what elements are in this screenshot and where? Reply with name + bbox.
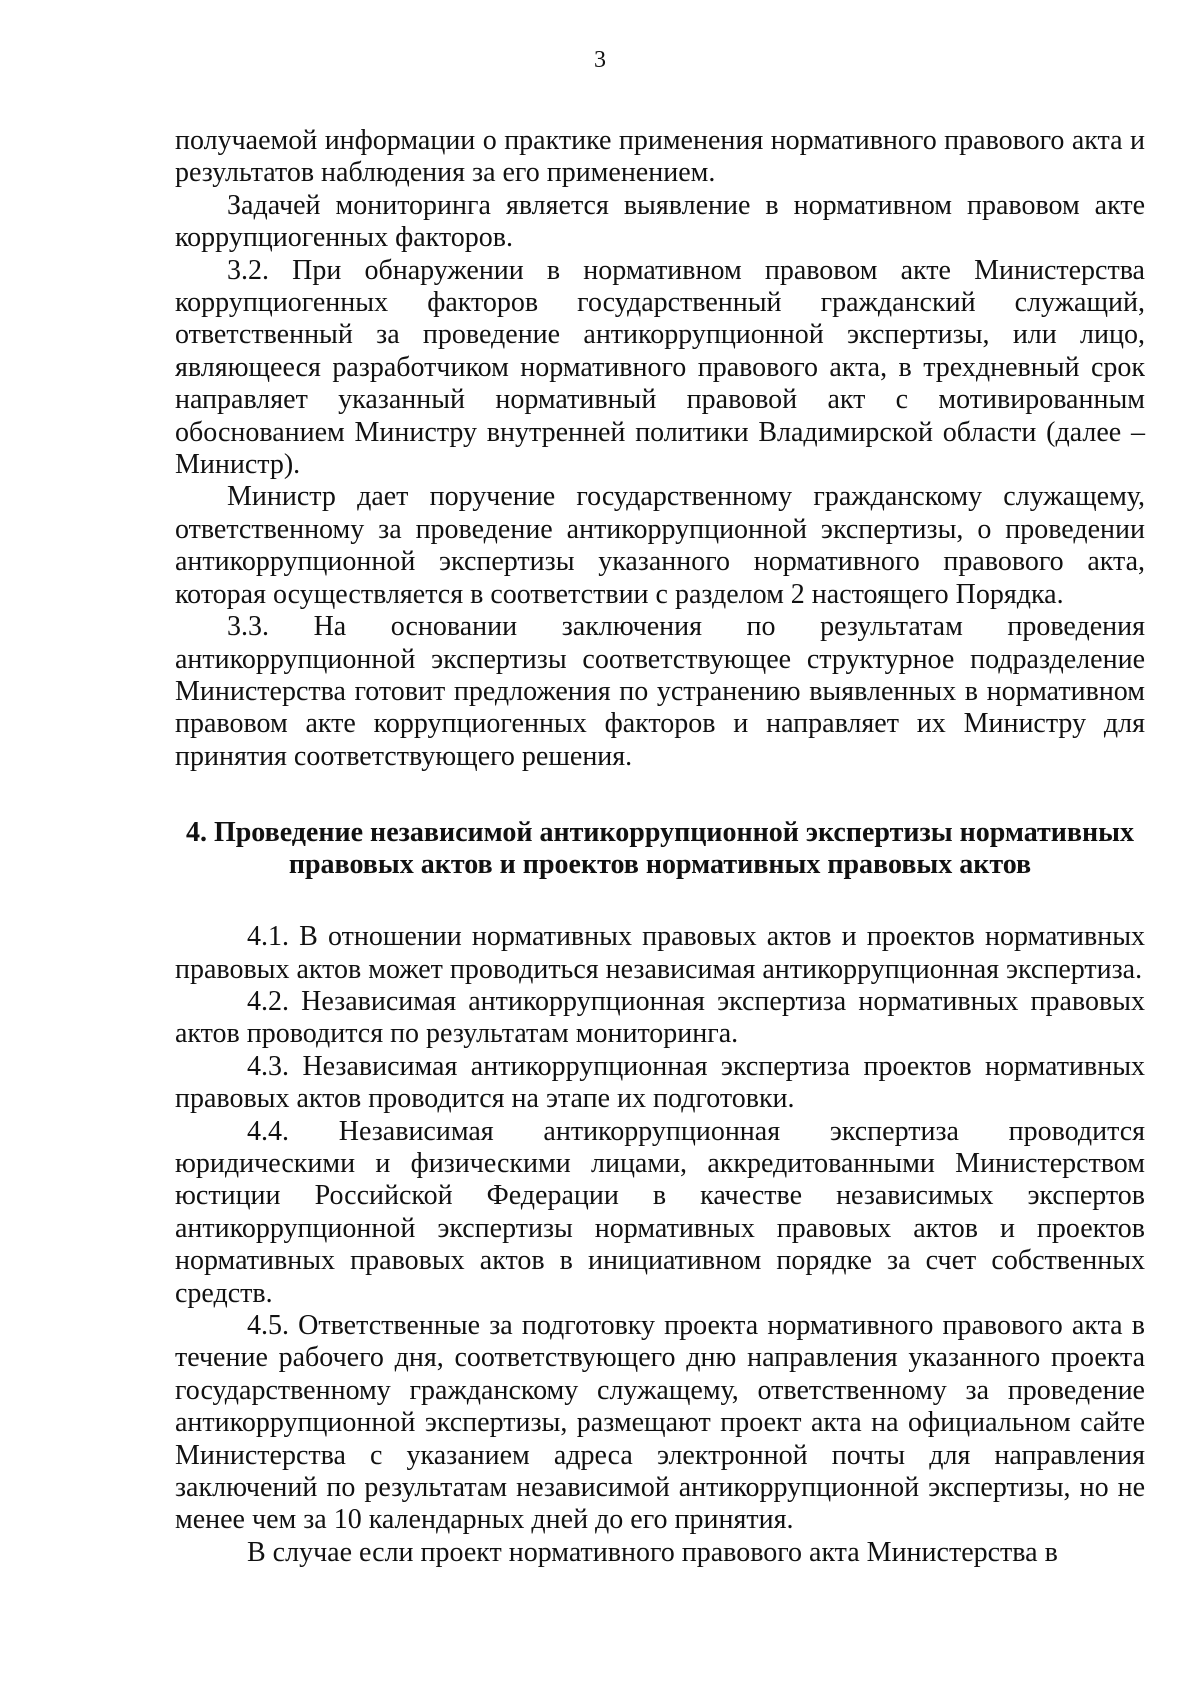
paragraph-monitoring-task: Задачей мониторинга является выявление в нормативном правовом акте коррупциогенных факторов.	[175, 189, 1145, 254]
paragraph-4-5: 4.5. Ответственные за подготовку проекта нормативного правового акта в течение рабочего дня, соответствующего дню направления указанного проекта государственному гражданскому служащему, ответственному за проведение антикоррупционной экспертизы, размещают проект акта на официальном сайте Министерства с указанием адреса электронной почты для направления заключений по результатам независимой антикоррупционной экспертизы, но не менее чем за 10 календарных дней до его принятия.	[175, 1310, 1145, 1536]
section-4-heading	[175, 817, 1145, 881]
paragraph-continuation: получаемой информации о практике применения нормативного правового акта и результатов наблюдения за его применением.	[175, 125, 1145, 189]
page-number: 3	[594, 47, 606, 73]
paragraph-4-2: 4.2. Независимая антикоррупционная экспертиза нормативных правовых актов проводится по результатам мониторинга.	[175, 985, 1145, 1050]
paragraph-3-3: 3.3. На основании заключения по результатам проведения антикоррупционной экспертизы соответствующее структурное подразделение Министерства готовит предложения по устранению выявленных в нормативном правовом акте коррупциогенных факторов и направляет их Министру для принятия соответствующего решения.	[175, 611, 1145, 772]
paragraph-3-2: 3.2. При обнаружении в нормативном правовом акте Министерства коррупциогенных факторов государственный гражданский служащий, ответственный за проведение антикоррупционной экспертизы, или лицо, являющееся разработчиком нормативного правового акта, в трехдневный срок направляет указанный нормативный правовой акт с мотивированным обоснованием Министру внутренней политики Владимирской области (далее – Министр).	[175, 254, 1145, 481]
document-body	[175, 125, 1145, 1569]
paragraph-draft-case: В случае если проект нормативного правового акта Министерства в	[247, 1536, 1058, 1568]
paragraph-minister-order: Министр дает поручение государственному гражданскому служащему, ответственному за проведение антикоррупционной экспертизы, о проведении антикоррупционной экспертизы указанного нормативного правового акта, которая осуществляется в соответствии с разделом 2 настоящего Порядка.	[175, 481, 1145, 610]
paragraph-4-1: 4.1. В отношении нормативных правовых актов и проектов нормативных правовых актов может проводиться независимая антикоррупционная экспертиза.	[175, 921, 1145, 985]
paragraph-4-4: 4.4. Независимая антикоррупционная экспертиза проводится юридическими и физическими лицами, аккредитованными Министерством юстиции Российской Федерации в качестве независимых экспертов антикоррупционной экспертизы нормативных правовых актов и проектов нормативных правовых актов в инициативном порядке за счет собственных средств.	[175, 1115, 1145, 1309]
section-4-heading-line-2: правовых актов и проектов нормативных правовых актов	[288, 849, 1032, 881]
paragraph-4-3: 4.3. Независимая антикоррупционная экспертиза проектов нормативных правовых актов проводится на этапе их подготовки.	[175, 1050, 1145, 1115]
section-4-heading-line-1: 4. Проведение независимой антикоррупционной экспертизы нормативных	[185, 817, 1135, 849]
